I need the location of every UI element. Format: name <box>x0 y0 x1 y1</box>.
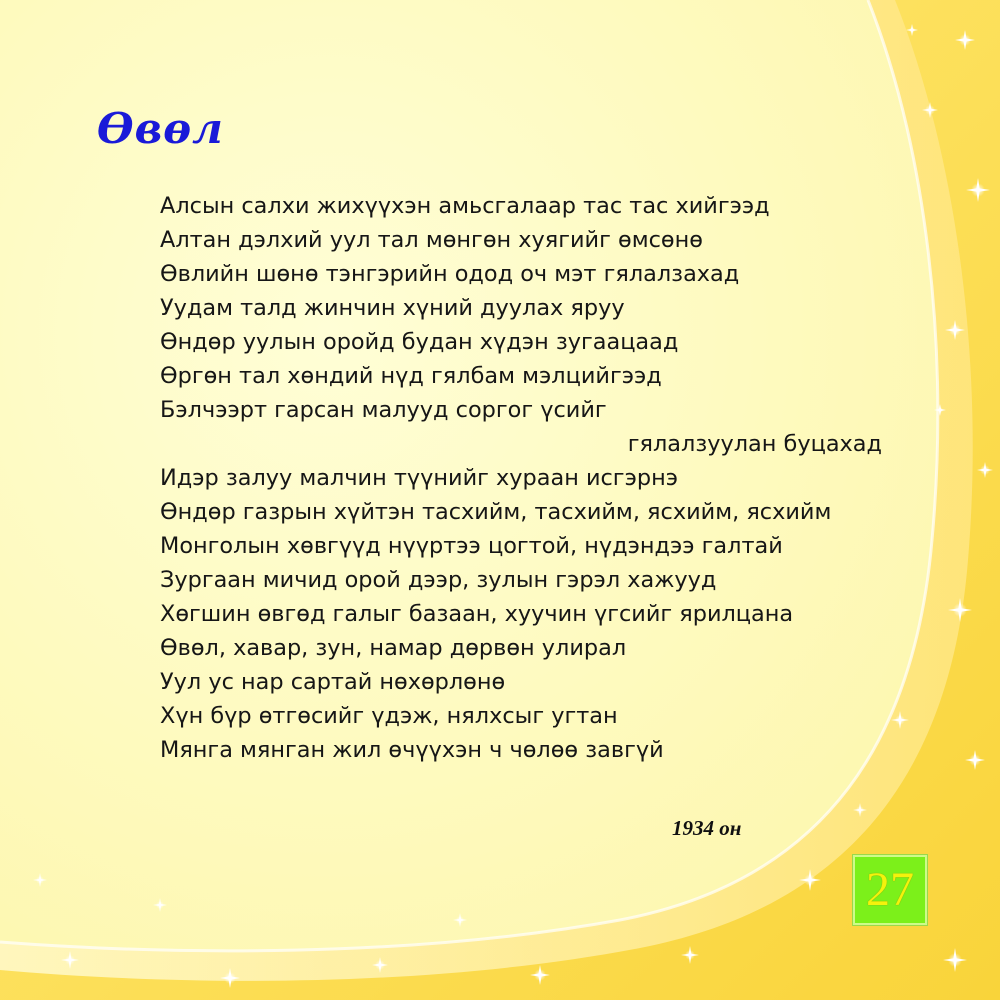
poem-date: 1934 он <box>672 816 742 840</box>
poem-line: Хүн бүр өтгөсийг үдэж, нялхсыг угтан <box>160 703 618 729</box>
page-number-badge <box>853 855 927 925</box>
poem-line: Монголын хөвгүүд нүүртээ цогтой, нүдэндээ галтай <box>160 533 783 559</box>
poem-line: Өргөн тал хөндий нүд гялбам мэлцийгээд <box>160 363 662 389</box>
poem-line: Уул ус нар сартай нөхөрлөнө <box>160 669 506 695</box>
poem-line-continuation: гялалзуулан буцахад <box>627 431 882 457</box>
poem-line: Өвөл, хавар, зун, намар дөрвөн улирал <box>160 635 627 661</box>
poem-line: Зургаан мичид орой дээр, зулын гэрэл хажууд <box>160 567 717 593</box>
poem-line: Өндөр газрын хүйтэн тасхийм, тасхийм, ясхийм, ясхийм <box>160 499 832 525</box>
poem-title: Өвөл <box>97 104 224 153</box>
poem-body <box>160 189 920 767</box>
poem-line: Мянга мянган жил өчүүхэн ч чөлөө завгүй <box>160 737 664 763</box>
page-number: 27 <box>866 863 914 916</box>
poem-line: Идэр залуу малчин түүнийг хураан исгэрнэ <box>160 465 679 491</box>
poem-line: Өндөр уулын оройд будан хүдэн зугаацаад <box>160 329 679 355</box>
poem-line: Хөгшин өвгөд галыг базаан, хуучин үгсийг ярилцана <box>160 601 794 627</box>
poem-line: Алтан дэлхий уул тал мөнгөн хуягийг өмсөнө <box>160 227 703 253</box>
poem-line: Алсын салхи жихүүхэн амьсгалаар тас тас хийгээд <box>160 193 770 219</box>
poem-line: Бэлчээрт гарсан малууд соргог үсийг <box>160 397 607 423</box>
poem-line: Уудам талд жинчин хүний дуулах яруу <box>160 295 625 321</box>
poem-line: Өвлийн шөнө тэнгэрийн одод оч мэт гялалзахад <box>160 261 740 287</box>
